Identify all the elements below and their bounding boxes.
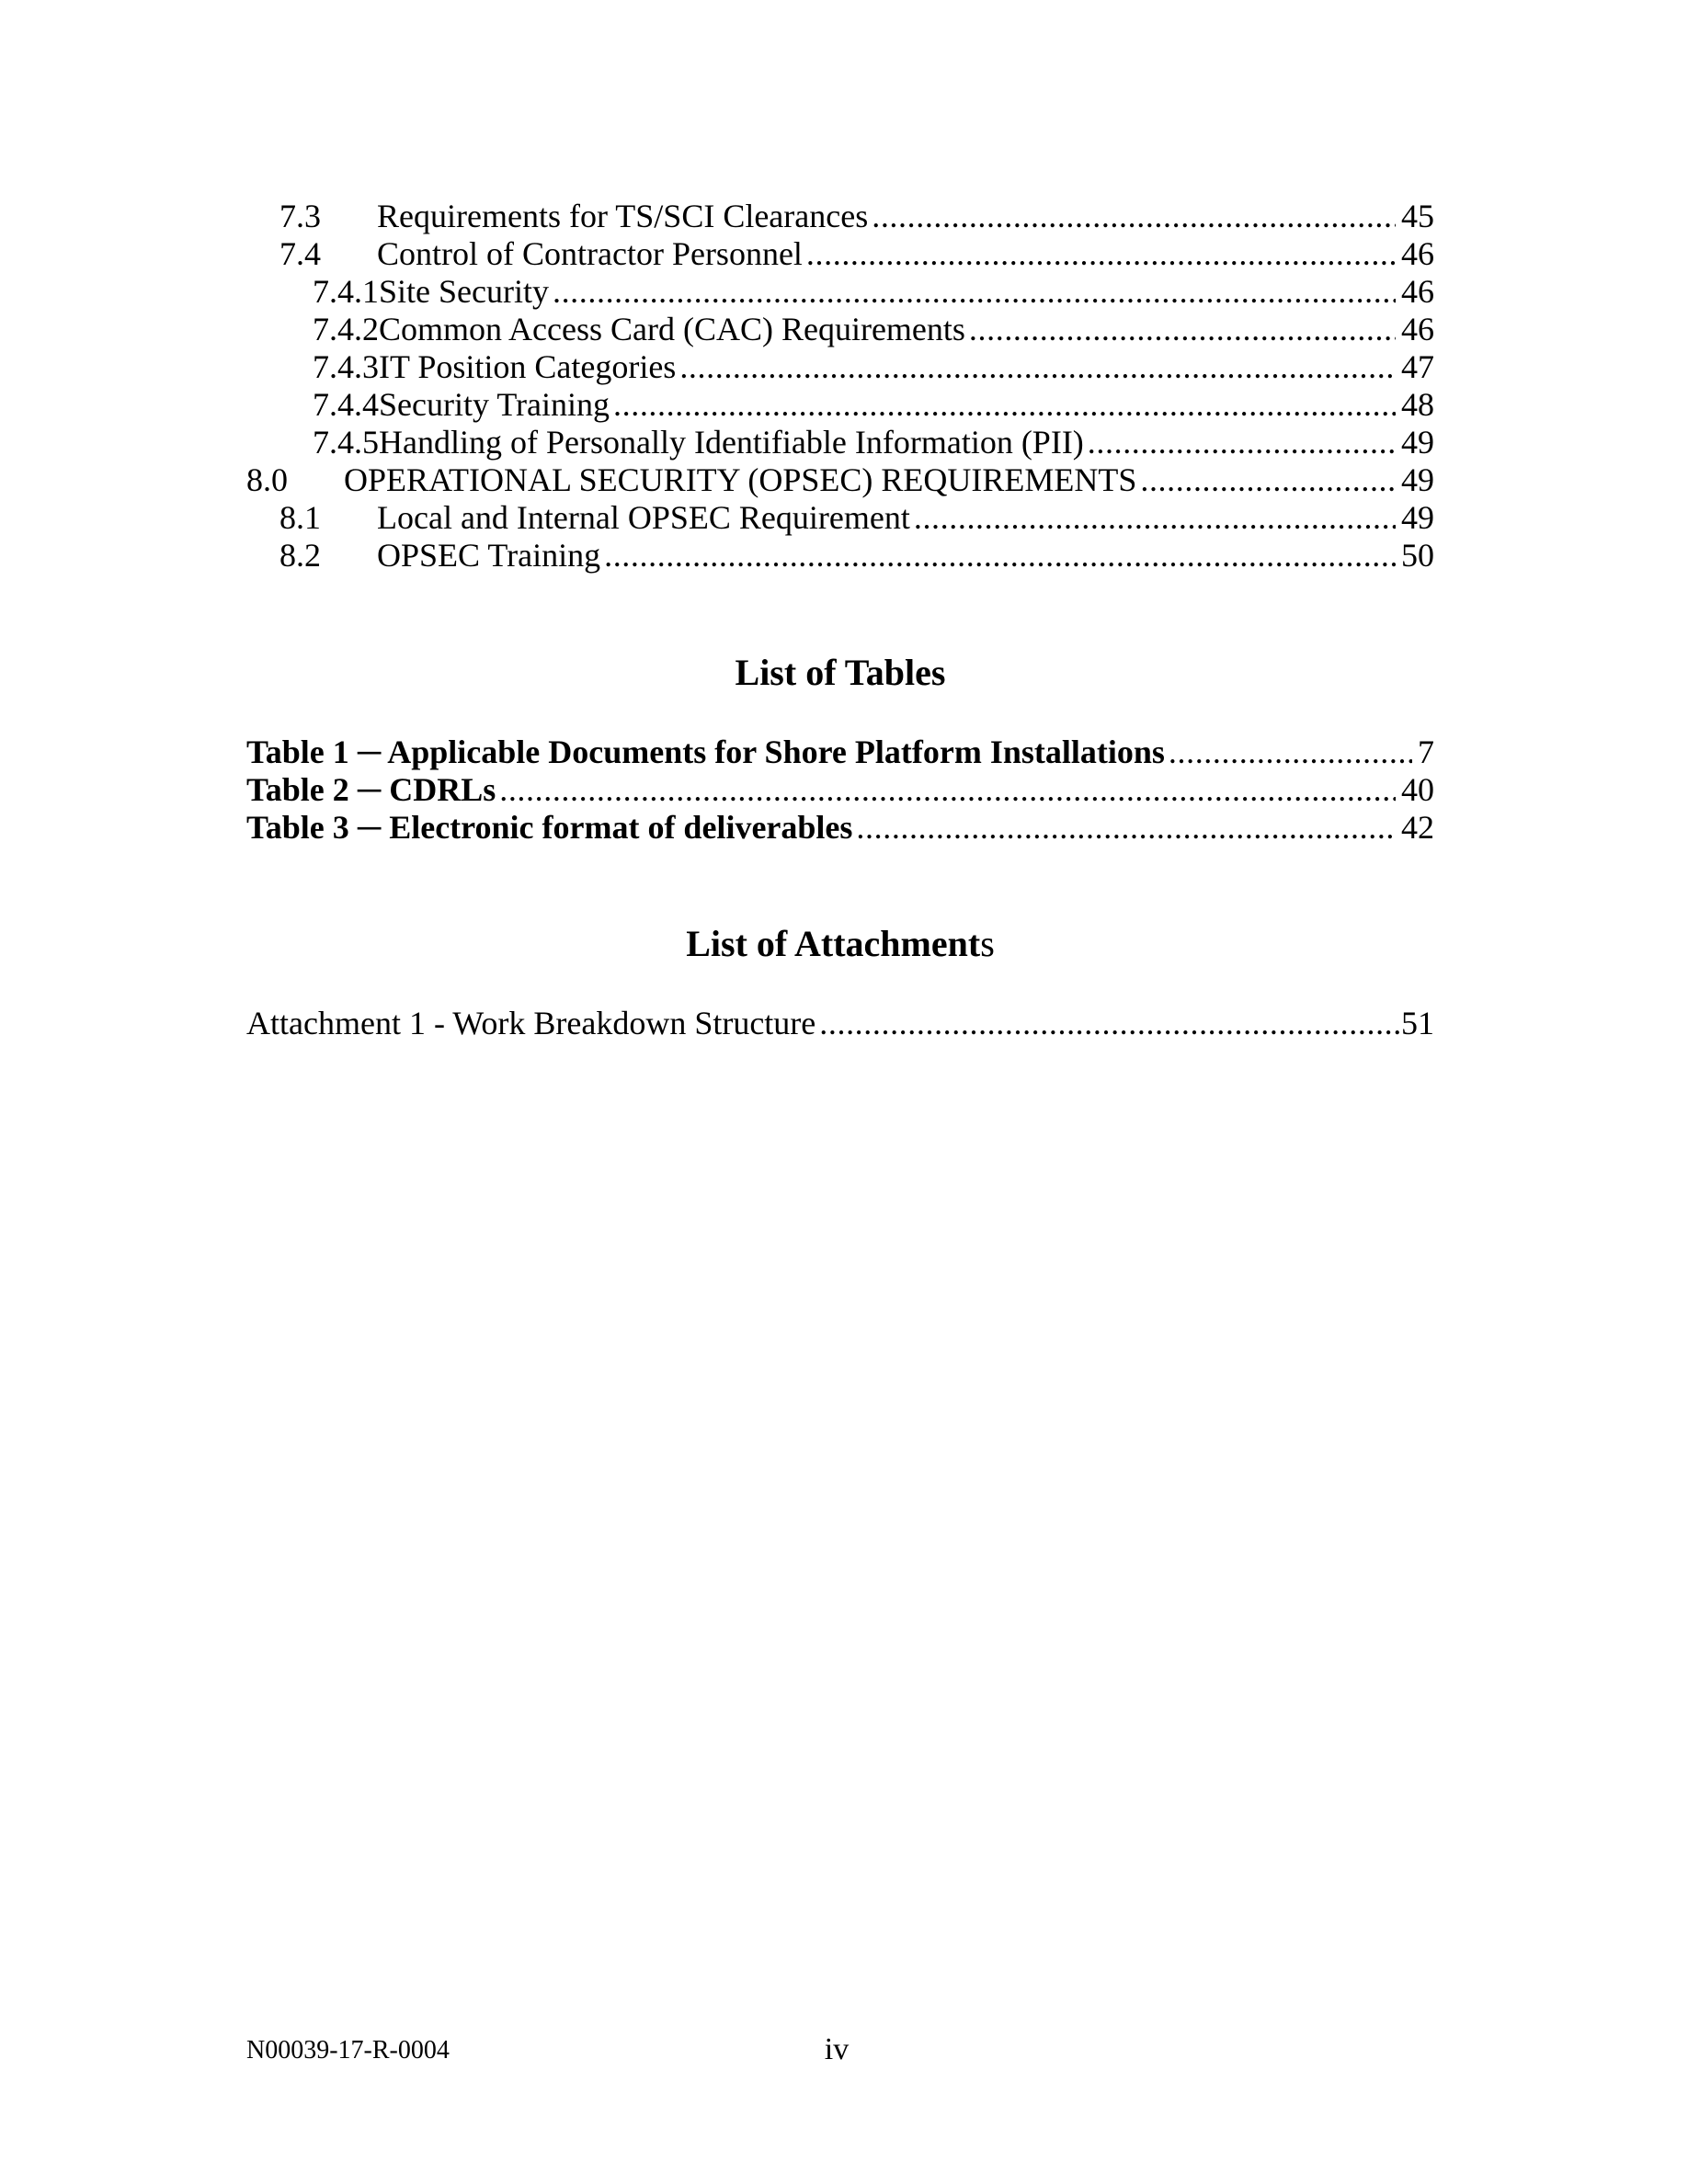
toc-entry-number: 7.4.3 bbox=[313, 348, 379, 385]
toc-entry-number: 7.4.4 bbox=[313, 386, 379, 423]
table-entry-page: 42 bbox=[1401, 809, 1434, 846]
toc-entry[interactable] bbox=[246, 498, 1434, 537]
toc-entry-number: 8.1 bbox=[279, 499, 321, 536]
list-of-attachments-heading-bold: List of Attachment bbox=[686, 923, 981, 964]
toc-entry-title: Common Access Card (CAC) Requirements bbox=[379, 311, 965, 347]
list-of-tables-heading: List of Tables bbox=[735, 652, 946, 693]
toc-entry[interactable] bbox=[246, 461, 1434, 499]
toc-entry-page: 49 bbox=[1401, 499, 1434, 536]
toc-entry-number: 8.2 bbox=[279, 537, 321, 574]
toc-entry[interactable] bbox=[246, 423, 1434, 461]
table-entry-title: Table 2 ─ CDRLs bbox=[246, 771, 496, 808]
table-entry-title: Table 1 ─ Applicable Documents for Shore Platform Installations bbox=[246, 734, 1165, 770]
dot-leader bbox=[872, 197, 1396, 235]
toc-entry[interactable] bbox=[246, 310, 1434, 348]
toc-entry-page: 46 bbox=[1401, 311, 1434, 347]
toc-entry-title: OPERATIONAL SECURITY (OPSEC) REQUIREMENTS bbox=[344, 461, 1137, 498]
toc-entry-title: Control of Contractor Personnel bbox=[377, 235, 803, 272]
toc-entry-number: 7.4 bbox=[279, 235, 321, 272]
dot-leader bbox=[613, 385, 1396, 424]
table-entry-page: 7 bbox=[1418, 734, 1434, 770]
dot-leader bbox=[914, 498, 1396, 537]
toc-entry-title: OPSEC Training bbox=[377, 537, 601, 574]
toc-entry-title: Site Security bbox=[379, 273, 549, 310]
toc-entry-number: 7.4.2 bbox=[313, 311, 379, 347]
list-of-attachments-heading-tail: s bbox=[980, 923, 995, 964]
dot-leader bbox=[679, 347, 1396, 386]
toc-entry-title: Local and Internal OPSEC Requirement bbox=[377, 499, 910, 536]
toc-entry-page: 50 bbox=[1401, 537, 1434, 574]
toc-entry-page: 45 bbox=[1401, 198, 1434, 234]
attachment-entry-title: Attachment 1 - Work Breakdown Structure bbox=[246, 1005, 816, 1041]
toc-entry[interactable] bbox=[246, 272, 1434, 311]
dot-leader bbox=[604, 536, 1396, 574]
toc-entry-page: 49 bbox=[1401, 424, 1434, 461]
toc-entry-number: 7.3 bbox=[279, 198, 321, 234]
attachment-entry[interactable] bbox=[246, 1004, 1434, 1042]
table-entry[interactable] bbox=[246, 733, 1434, 771]
toc-entry-title: Handling of Personally Identifiable Information (PII) bbox=[379, 424, 1084, 461]
list-of-attachments-heading bbox=[246, 922, 1434, 966]
dot-leader bbox=[1140, 461, 1396, 499]
toc-entry-number: 7.4.5 bbox=[313, 424, 379, 461]
table-entry[interactable] bbox=[246, 808, 1434, 847]
dot-leader bbox=[499, 770, 1396, 809]
dot-leader bbox=[1088, 423, 1396, 461]
toc-entry-page: 46 bbox=[1401, 273, 1434, 310]
footer-doc-number: N00039-17-R-0004 bbox=[246, 2036, 450, 2065]
dot-leader bbox=[806, 234, 1396, 273]
toc-entry-page: 48 bbox=[1401, 386, 1434, 423]
attachment-entry-page: 51 bbox=[1401, 1005, 1434, 1041]
toc-entry-page: 47 bbox=[1401, 348, 1434, 385]
toc-entry-number: 7.4.1 bbox=[313, 273, 379, 310]
dot-leader bbox=[856, 808, 1396, 847]
toc-entry[interactable] bbox=[246, 536, 1434, 574]
table-entry-title: Table 3 ─ Electronic format of deliverables bbox=[246, 809, 853, 846]
dot-leader bbox=[819, 1004, 1401, 1042]
toc-entry[interactable] bbox=[246, 347, 1434, 386]
toc-entry-title: Requirements for TS/SCI Clearances bbox=[377, 198, 869, 234]
toc-entry-title: IT Position Categories bbox=[379, 348, 677, 385]
dot-leader bbox=[1169, 733, 1412, 771]
dot-leader bbox=[969, 310, 1396, 348]
toc-entry[interactable] bbox=[246, 197, 1434, 235]
dot-leader bbox=[553, 272, 1396, 311]
table-entry[interactable] bbox=[246, 770, 1434, 809]
toc-entry-number: 8.0 bbox=[246, 461, 288, 498]
toc-entry-title: Security Training bbox=[379, 386, 610, 423]
table-entry-page: 40 bbox=[1401, 771, 1434, 808]
footer-page-label: iv bbox=[824, 2032, 850, 2066]
toc-entry-page: 46 bbox=[1401, 235, 1434, 272]
toc-entry[interactable] bbox=[246, 385, 1434, 424]
toc-entry[interactable] bbox=[246, 234, 1434, 273]
toc-entry-page: 49 bbox=[1401, 461, 1434, 498]
